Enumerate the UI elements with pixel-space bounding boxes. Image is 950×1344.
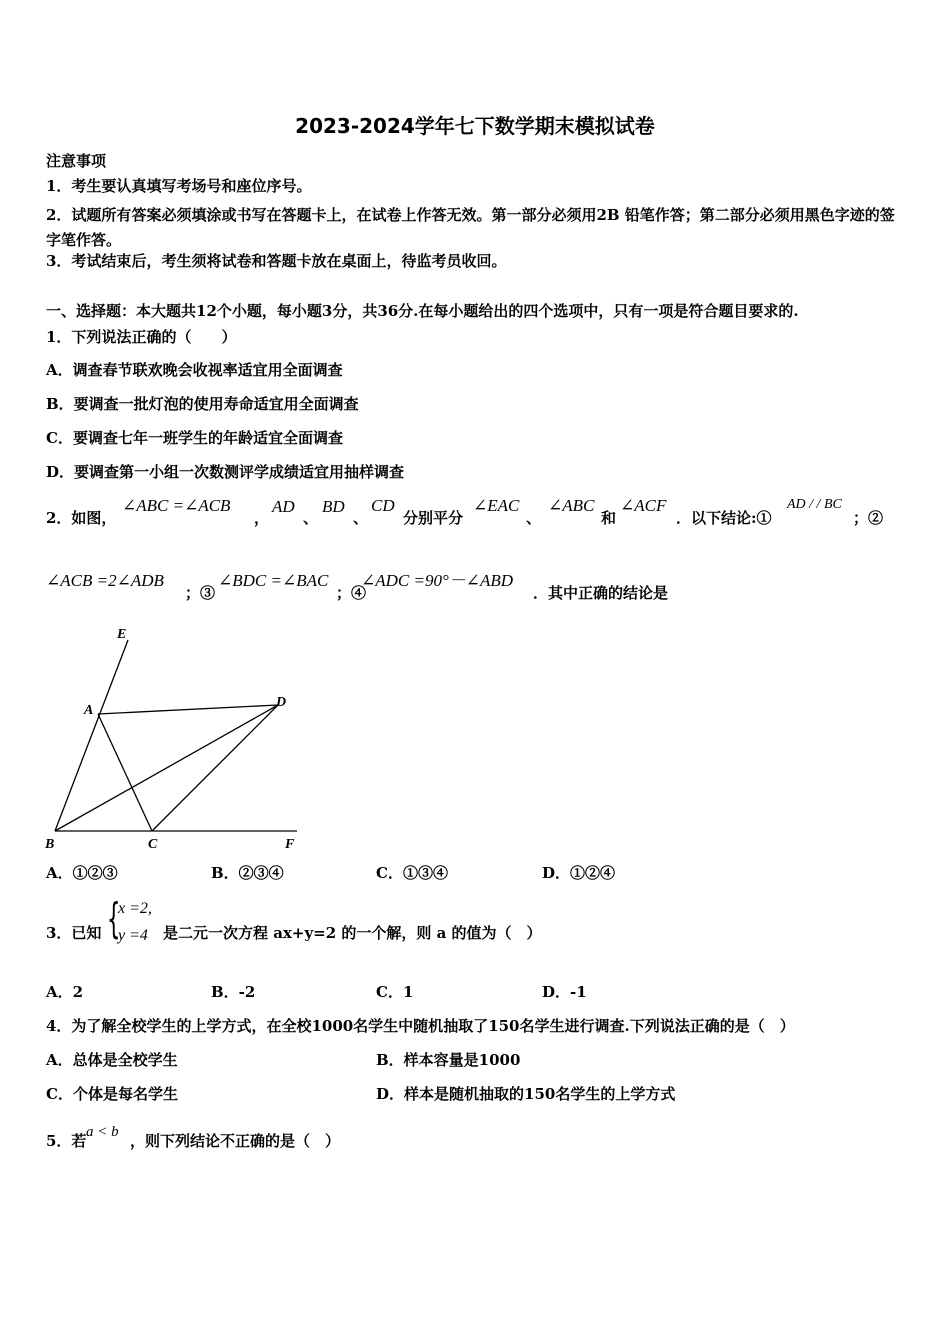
- q1-option-b: B．要调查一批灯泡的使用寿命适宜用全面调查: [46, 395, 359, 413]
- q2-math: CD: [371, 496, 395, 515]
- q2-prefix: 2．如图，: [46, 509, 117, 527]
- q3-option-b: B．-2: [211, 983, 256, 1001]
- q4-stem: 4．为了解全校学生的上学方式，在全校1000名学生中随机抽取了150名学生进行调查.下列说法正确的是（ ）: [46, 1017, 795, 1035]
- q2-text: 分别平分: [403, 509, 464, 527]
- brace-icon: {: [107, 894, 121, 943]
- q5-math: a < b: [86, 1124, 119, 1140]
- q2-math: AD / / BC: [787, 497, 842, 512]
- q4-option-b: B．样本容量是1000: [376, 1051, 521, 1069]
- line-be: [55, 640, 128, 831]
- q1-option-d: D．要调查第一小组一次数测评学成绩适宜用抽样调查: [46, 463, 405, 481]
- q2-math: ∠ADC =90°－∠ABD: [361, 571, 514, 590]
- label-f: F: [285, 837, 295, 852]
- q2-option-d: D．①②④: [542, 864, 616, 882]
- q2-math: ∠ACF: [620, 496, 667, 515]
- q2-math: ∠ABC =∠ACB: [122, 496, 231, 515]
- q2-math: ∠BDC =∠BAC: [218, 571, 329, 590]
- notice-item: 1．考生要认真填写考场号和座位序号。: [46, 177, 312, 195]
- q1-option-a: A．调查春节联欢晚会收视率适宜用全面调查: [46, 361, 343, 379]
- q4-option-a: A．总体是全校学生: [46, 1051, 178, 1069]
- q2-math: BD: [322, 497, 345, 516]
- q5-prefix: 5．若: [46, 1132, 87, 1150]
- q2-math: ∠ABC: [548, 496, 595, 515]
- q5-stem: ，则下列结论不正确的是（ ）: [130, 1132, 341, 1150]
- q3-stem: 是二元一次方程 ax+y=2 的一个解，则 a 的值为（ ）: [163, 924, 542, 942]
- label-c: C: [148, 837, 158, 852]
- line-ad: [98, 705, 278, 714]
- q2-text: 、: [303, 509, 319, 527]
- label-a: A: [84, 703, 94, 718]
- label-d: D: [276, 695, 287, 710]
- label-e: E: [117, 627, 127, 642]
- q3-equation-2: y =4: [118, 927, 148, 944]
- q2-math: ∠ACB =2∠ADB: [46, 571, 164, 590]
- q2-text: 和: [601, 509, 617, 527]
- q1-stem: 1．下列说法正确的（ ）: [46, 328, 237, 346]
- notice-item: 3．考试结束后，考生须将试卷和答题卡放在桌面上，待监考员收回。: [46, 252, 507, 270]
- q3-option-a: A．2: [46, 983, 84, 1001]
- q3-option-d: D．-1: [542, 983, 587, 1001]
- line-bd: [55, 705, 278, 831]
- q2-math: ∠EAC: [473, 496, 520, 515]
- q2-option-a: A．①②③: [46, 864, 118, 882]
- q1-option-c: C．要调查七年一班学生的年龄适宜全面调查: [46, 429, 343, 447]
- q2-text: ．其中正确的结论是: [533, 584, 669, 602]
- q2-option-c: C．①③④: [376, 864, 448, 882]
- q2-text: ；③: [185, 584, 216, 602]
- q2-text: 、: [353, 509, 369, 527]
- q2-option-b: B．②③④: [211, 864, 284, 882]
- q2-text: ，: [254, 509, 270, 527]
- q2-math: AD: [272, 497, 295, 516]
- q3-prefix: 3．已知: [46, 924, 102, 942]
- q3-option-c: C．1: [376, 983, 414, 1001]
- label-b: B: [45, 837, 55, 852]
- line-ac: [98, 714, 152, 831]
- q2-text: ．以下结论:①: [676, 509, 772, 527]
- notice-heading: 注意事项: [46, 152, 107, 170]
- q2-text: ；④: [336, 584, 367, 602]
- section-heading: 一、选择题：本大题共12个小题，每小题3分，共36分.在每小题给出的四个选项中，只有一项是符合题目要求的.: [46, 302, 799, 320]
- notice-item: 2．试题所有答案必须填涂或书写在答题卡上，在试卷上作答无效。第一部分必须用2B 铅笔作答；第二部分必须用黑色字迹的签字笔作答。: [46, 206, 895, 249]
- q2-text: ；②: [853, 509, 884, 527]
- q3-equation-1: x =2,: [118, 900, 152, 917]
- q4-option-d: D．样本是随机抽取的150名学生的上学方式: [376, 1085, 676, 1103]
- line-cd: [152, 705, 278, 831]
- q2-text: 、: [526, 509, 542, 527]
- page-title: 2023-2024学年七下数学期末模拟试卷: [295, 114, 655, 138]
- q4-option-c: C．个体是每名学生: [46, 1085, 178, 1103]
